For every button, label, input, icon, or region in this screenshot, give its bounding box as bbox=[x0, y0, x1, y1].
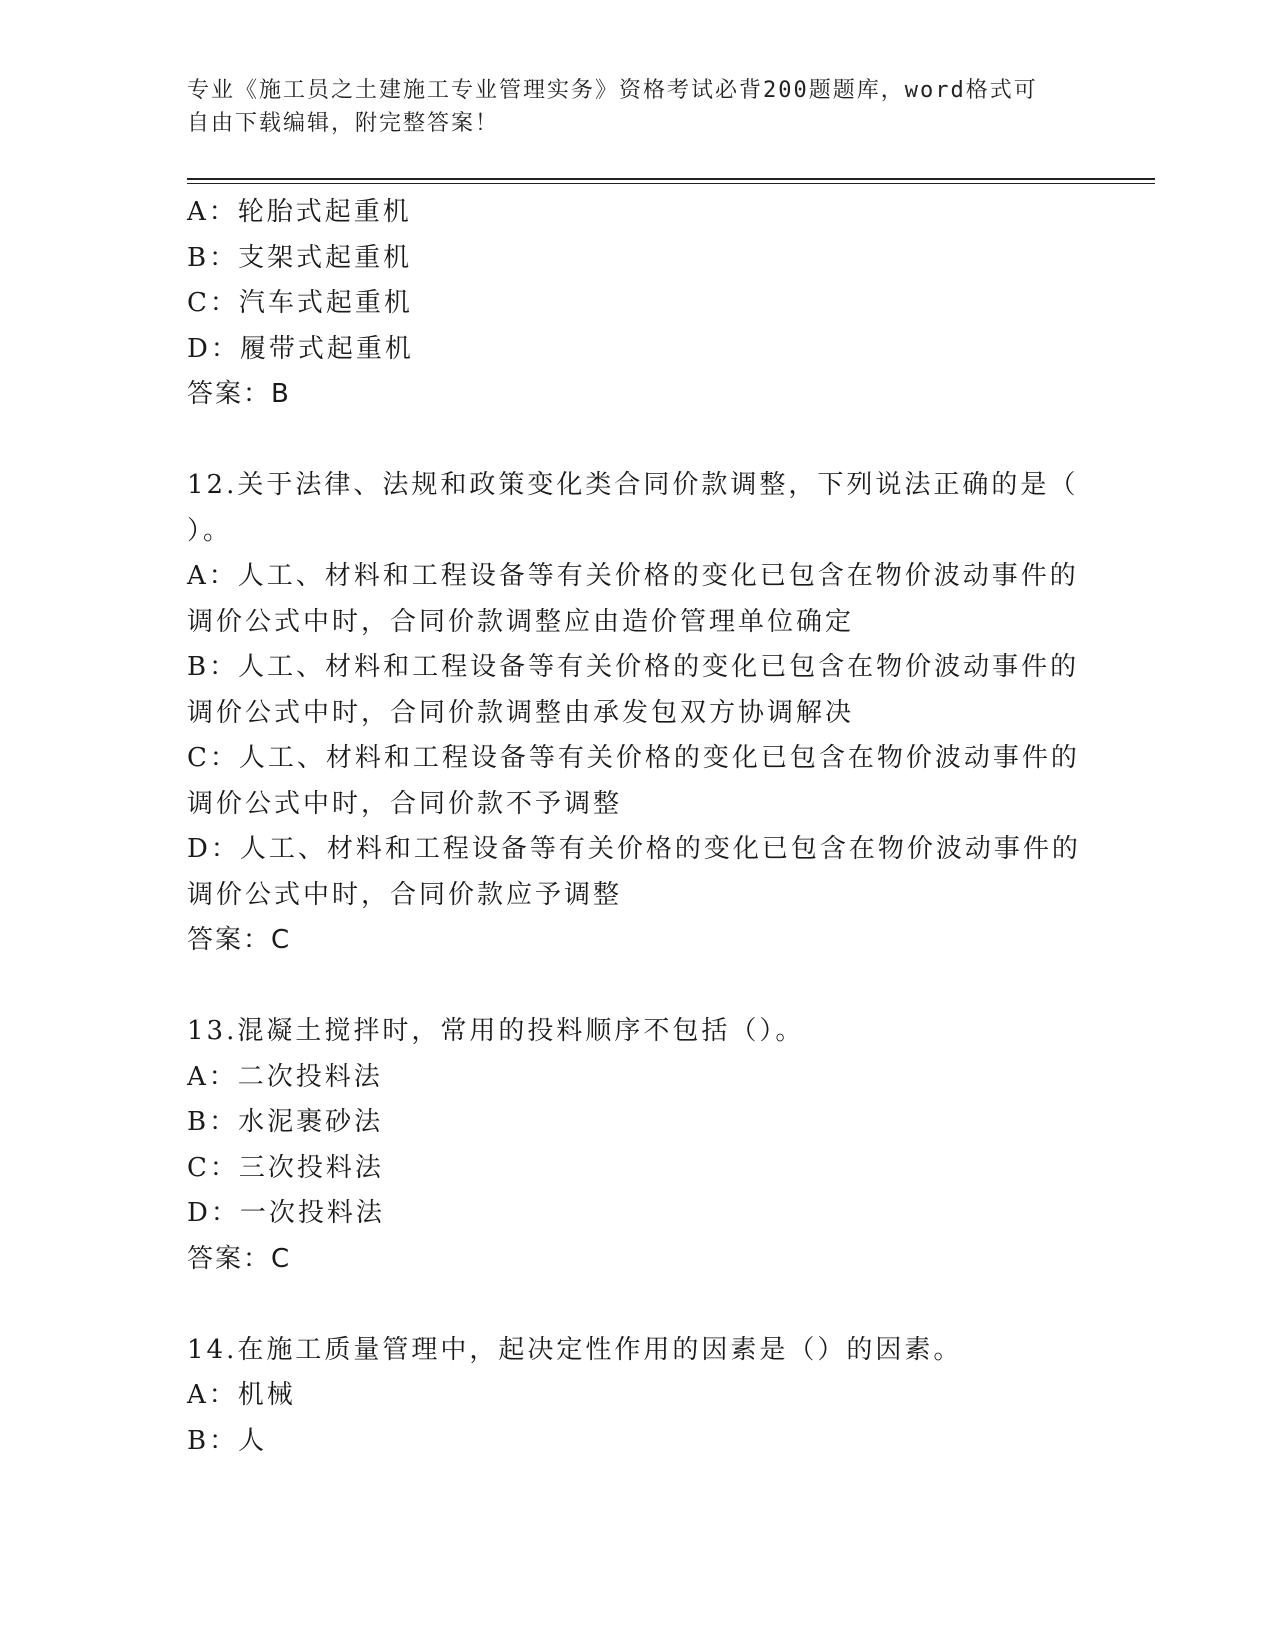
option-b-cont: 调价公式中时，合同价款调整由承发包双方协调解决 bbox=[187, 697, 855, 728]
option-d: D：人工、材料和工程设备等有关价格的变化已包含在物价波动事件的 bbox=[187, 834, 1081, 864]
question-14 bbox=[187, 1328, 1087, 1465]
header-title-line-1: 专业《施工员之土建施工专业管理实务》资格考试必背200题题库，word格式可 bbox=[187, 78, 1038, 103]
header-title-line-2: 自由下载编辑，附完整答案！ bbox=[187, 111, 500, 136]
header-divider-thick bbox=[187, 178, 1155, 180]
question-12 bbox=[187, 463, 1087, 964]
option-b: B：支架式起重机 bbox=[187, 242, 413, 273]
answer: 答案：C bbox=[187, 925, 292, 955]
option-c: C：三次投料法 bbox=[187, 1152, 384, 1183]
question-13 bbox=[187, 1009, 1087, 1282]
spacer bbox=[187, 1282, 1087, 1328]
question-list bbox=[187, 190, 1087, 1464]
option-d-cont: 调价公式中时，合同价款应予调整 bbox=[187, 879, 623, 910]
spacer bbox=[187, 418, 1087, 464]
option-b: B：人工、材料和工程设备等有关价格的变化已包含在物价波动事件的 bbox=[187, 652, 1080, 682]
question-stem-cont: ）。 bbox=[187, 515, 233, 546]
option-a-cont: 调价公式中时，合同价款调整应由造价管理单位确定 bbox=[187, 606, 855, 637]
document-header bbox=[187, 74, 1067, 140]
option-b: B：人 bbox=[187, 1425, 268, 1456]
question-stem: 13.混凝土搅拌时，常用的投料顺序不包括（）。 bbox=[187, 1016, 805, 1046]
option-d: D：履带式起重机 bbox=[187, 333, 414, 364]
answer: 答案：B bbox=[187, 379, 291, 409]
option-a: A：轮胎式起重机 bbox=[187, 197, 412, 227]
answer: 答案：C bbox=[187, 1243, 292, 1274]
option-a: A：二次投料法 bbox=[187, 1061, 383, 1092]
question-stem: 12.关于法律、法规和政策变化类合同价款调整，下列说法正确的是（ bbox=[187, 470, 1079, 500]
option-a: A：机械 bbox=[187, 1380, 296, 1410]
option-c-cont: 调价公式中时，合同价款不予调整 bbox=[187, 788, 623, 819]
question-stem: 14.在施工质量管理中，起决定性作用的因素是（）的因素。 bbox=[187, 1334, 963, 1365]
spacer bbox=[187, 964, 1087, 1010]
option-d: D：一次投料法 bbox=[187, 1198, 385, 1228]
option-c: C：人工、材料和工程设备等有关价格的变化已包含在物价波动事件的 bbox=[187, 743, 1080, 773]
option-c: C：汽车式起重机 bbox=[187, 288, 413, 318]
header-divider-thin bbox=[187, 183, 1155, 184]
option-b: B：水泥裹砂法 bbox=[187, 1107, 384, 1137]
option-a: A：人工、材料和工程设备等有关价格的变化已包含在物价波动事件的 bbox=[187, 561, 1079, 591]
question-11 bbox=[187, 190, 1087, 418]
